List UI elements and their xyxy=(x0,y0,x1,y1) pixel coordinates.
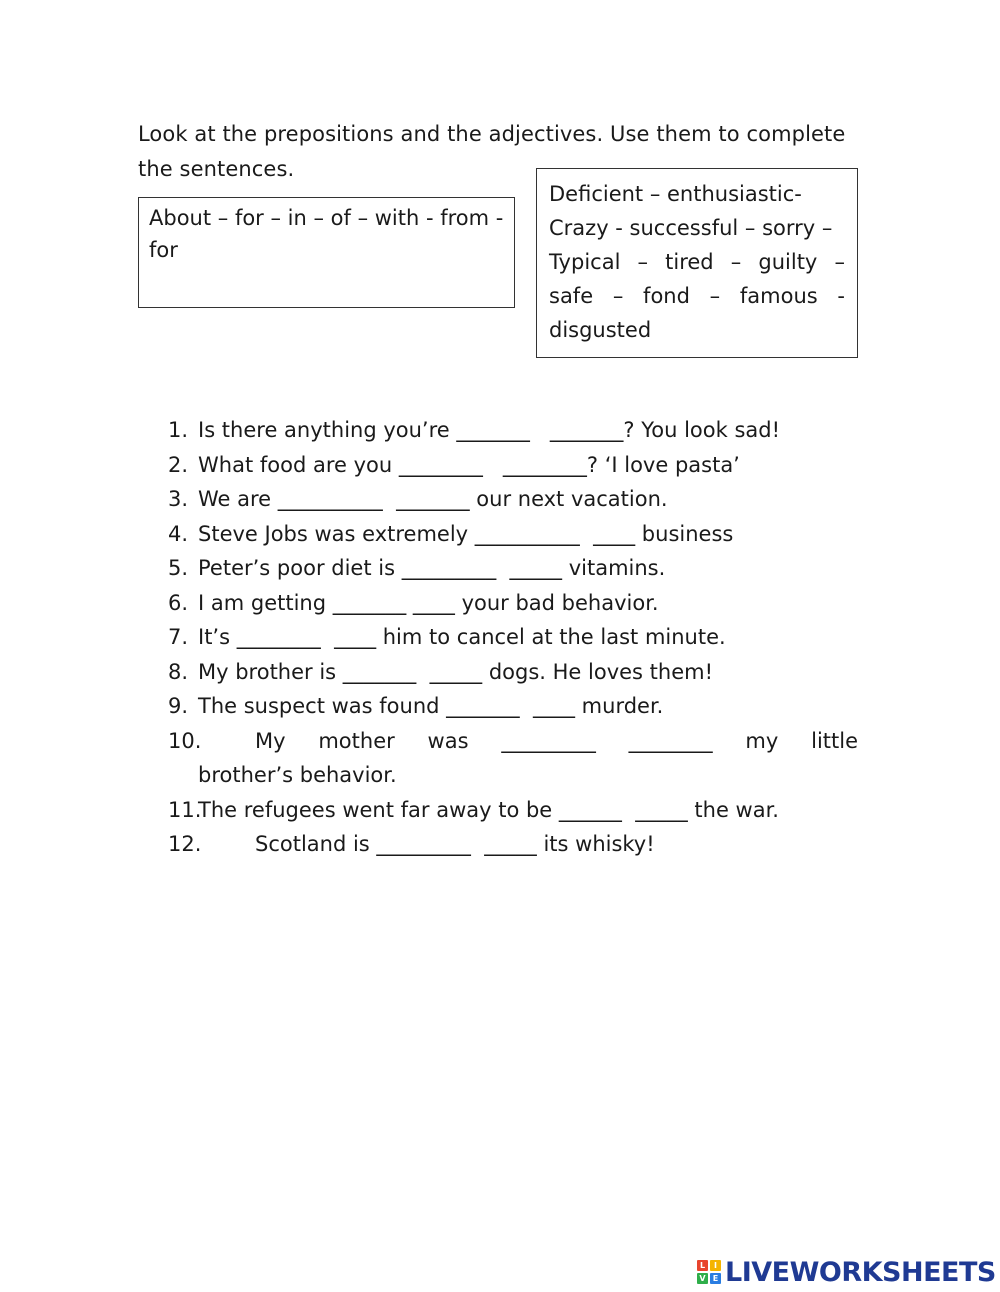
sentence-text: Steve Jobs was extremely __________ ____ business xyxy=(198,521,734,546)
sentence-text: What food are you ________ ________? ‘I love pasta’ xyxy=(198,452,740,477)
sentence-number: 11. xyxy=(168,797,202,822)
sentence-item xyxy=(168,793,858,828)
logo-letter: I xyxy=(710,1260,721,1271)
sentence-text: Peter’s poor diet is _________ _____ vitamins. xyxy=(198,556,666,580)
sentence-item xyxy=(168,586,858,621)
sentence-number: 7. xyxy=(168,625,189,649)
sentence-text: I am getting _______ ____ your bad behavior. xyxy=(198,590,659,615)
adjectives-line: disgusted xyxy=(549,318,652,342)
sentence-item xyxy=(168,448,858,483)
adjectives-line: safe – fond – famous - xyxy=(549,284,845,308)
sentence-number: 6. xyxy=(168,590,189,615)
sentence-text: The suspect was found _______ ____ murder. xyxy=(198,694,664,718)
adjectives-line: Deficient – enthusiastic- xyxy=(549,182,802,206)
sentence-item xyxy=(168,655,858,690)
adjectives-line: Typical – tired – guilty – xyxy=(549,250,845,274)
adjectives-line: Crazy - successful – sorry – xyxy=(549,216,833,240)
sentence-item xyxy=(168,413,858,448)
adjectives-box xyxy=(536,168,858,358)
prepositions-text: About – for – in – of – with - from - for xyxy=(149,206,504,262)
sentence-number: 5. xyxy=(168,556,189,580)
sentence-text: My mother was _________ ________ my little xyxy=(255,728,858,753)
sentence-text: My brother is _______ _____ dogs. He loves them! xyxy=(198,659,713,684)
sentence-number: 9. xyxy=(168,694,189,718)
sentence-item xyxy=(168,517,858,552)
instructions: Look at the prepositions and the adjectives. Use them to complete the sentences. xyxy=(138,122,846,181)
sentence-item xyxy=(168,827,858,862)
sentence-number: 1. xyxy=(168,418,189,442)
liveworksheets-logo[interactable] xyxy=(697,1252,996,1292)
sentence-item xyxy=(168,482,858,517)
logo-letter: V xyxy=(697,1273,708,1284)
sentence-number: 12. xyxy=(168,832,202,856)
logo-mark-icon xyxy=(697,1260,721,1284)
sentence-item xyxy=(168,551,858,586)
sentence-item xyxy=(168,689,858,724)
logo-text: LIVEWORKSHEETS xyxy=(725,1256,996,1288)
logo-letter: L xyxy=(697,1260,708,1271)
sentence-item xyxy=(168,724,858,759)
logo-letter: E xyxy=(710,1273,721,1284)
sentence-number: 10. xyxy=(168,728,202,753)
sentence-number: 4. xyxy=(168,521,189,546)
sentence-text: It’s ________ ____ him to cancel at the last minute. xyxy=(198,625,726,649)
prepositions-box xyxy=(138,197,515,308)
sentence-item xyxy=(168,620,858,655)
sentence-continuation: brother’s behavior. xyxy=(198,763,397,787)
sentence-list xyxy=(168,413,858,862)
sentence-number: 8. xyxy=(168,659,189,684)
sentence-text: The refugees went far away to be ______ _____ the war. xyxy=(198,797,779,822)
sentence-text: Scotland is _________ _____ its whisky! xyxy=(255,832,655,856)
sentence-number: 2. xyxy=(168,452,189,477)
sentence-number: 3. xyxy=(168,487,189,511)
sentence-text: We are __________ _______ our next vacation. xyxy=(198,487,668,511)
sentence-text: Is there anything you’re _______ _______? You look sad! xyxy=(198,418,781,442)
